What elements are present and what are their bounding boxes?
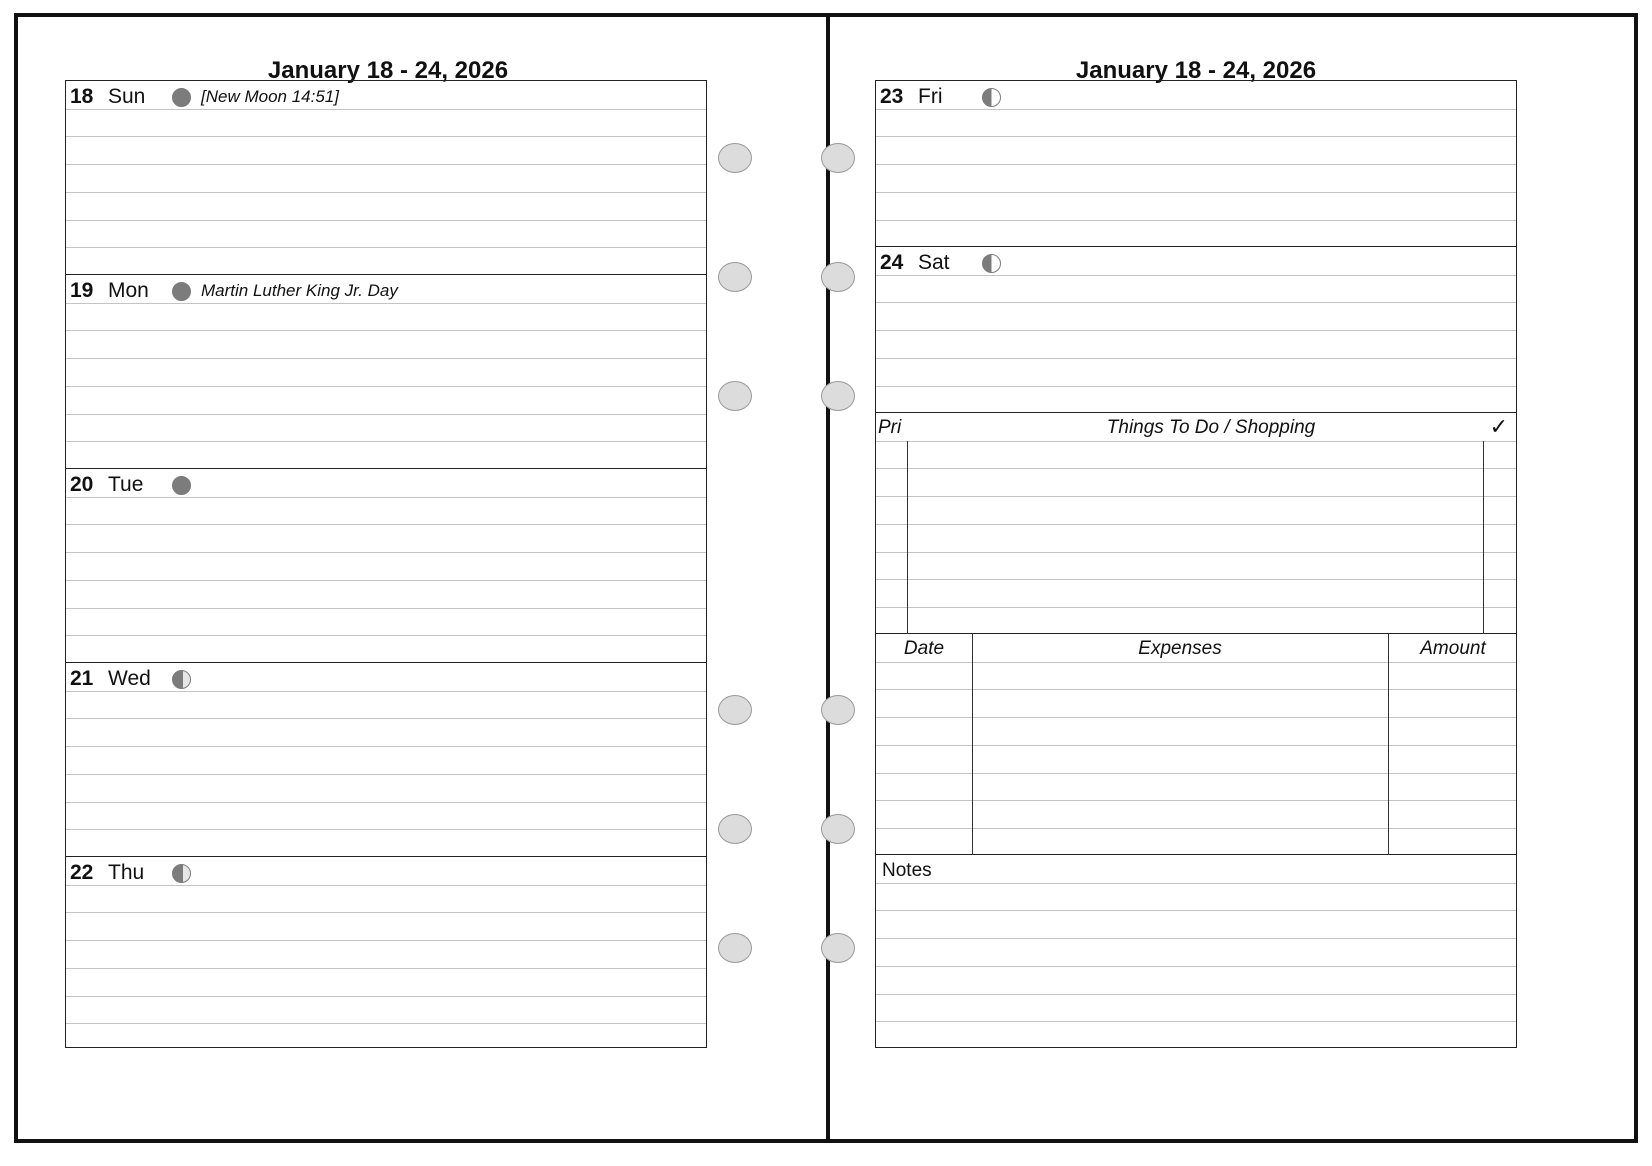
todo-title: Things To Do / Shopping xyxy=(1106,417,1316,438)
day-header xyxy=(880,250,1001,276)
day-name: Tue xyxy=(108,473,144,496)
expense-amount-label: Amount xyxy=(1420,638,1486,659)
expense-amount-divider xyxy=(1388,634,1389,855)
day-number: 18 xyxy=(70,85,94,108)
writing-line xyxy=(66,746,706,747)
expense-description-label: Expenses xyxy=(1138,638,1222,659)
day-name: Fri xyxy=(918,85,943,108)
writing-line xyxy=(66,635,706,636)
right-frame xyxy=(875,80,1517,1048)
writing-line xyxy=(876,164,1516,165)
writing-line xyxy=(66,968,706,969)
day-section-19 xyxy=(66,275,706,469)
binder-hole xyxy=(718,143,752,173)
checkmark-icon: ✓ xyxy=(1489,414,1508,439)
binder-hole xyxy=(718,933,752,963)
writing-line xyxy=(876,938,1516,939)
day-section-20 xyxy=(66,469,706,663)
binder-hole xyxy=(718,381,752,411)
new-moon-icon xyxy=(172,476,191,495)
expense-date-divider xyxy=(972,634,973,855)
binder-hole xyxy=(718,814,752,844)
writing-line xyxy=(66,608,706,609)
left-days-frame xyxy=(65,80,707,1048)
binder-hole xyxy=(718,695,752,725)
week-title: January 18 - 24, 2026 xyxy=(267,57,509,84)
day-header xyxy=(70,666,191,692)
writing-line xyxy=(66,996,706,997)
writing-line xyxy=(66,524,706,525)
priority-label: Pri xyxy=(878,417,902,438)
waxing-crescent-moon-icon xyxy=(172,670,191,689)
week-title: January 18 - 24, 2026 xyxy=(1075,57,1317,84)
writing-line xyxy=(876,136,1516,137)
writing-line xyxy=(876,966,1516,967)
writing-line xyxy=(66,414,706,415)
day-number: 19 xyxy=(70,279,94,302)
day-name: Sat xyxy=(918,251,950,274)
writing-line xyxy=(876,330,1516,331)
writing-line xyxy=(66,358,706,359)
writing-line xyxy=(876,1021,1516,1022)
day-note: Martin Luther King Jr. Day xyxy=(201,281,398,300)
binder-hole xyxy=(821,933,855,963)
writing-line xyxy=(66,912,706,913)
writing-line xyxy=(66,718,706,719)
writing-line xyxy=(876,358,1516,359)
writing-line xyxy=(876,441,1516,442)
writing-line xyxy=(66,330,706,331)
writing-line xyxy=(876,192,1516,193)
day-section-22 xyxy=(66,857,706,1047)
left-page xyxy=(14,13,830,1143)
writing-line xyxy=(66,829,706,830)
writing-line xyxy=(876,910,1516,911)
writing-line xyxy=(876,496,1516,497)
first-quarter-moon-icon xyxy=(982,88,1001,107)
writing-line xyxy=(66,386,706,387)
expense-date-label: Date xyxy=(903,638,945,659)
new-moon-icon xyxy=(172,282,191,301)
day-name: Mon xyxy=(108,279,149,302)
writing-line xyxy=(876,552,1516,553)
writing-line xyxy=(66,441,706,442)
day-section-21 xyxy=(66,663,706,857)
binder-hole xyxy=(821,381,855,411)
day-number: 22 xyxy=(70,861,94,884)
writing-line xyxy=(876,883,1516,884)
writing-line xyxy=(876,994,1516,995)
day-section-23 xyxy=(876,81,1516,247)
binder-hole xyxy=(821,814,855,844)
writing-line xyxy=(876,302,1516,303)
writing-line xyxy=(66,136,706,137)
day-number: 21 xyxy=(70,667,94,690)
writing-line xyxy=(66,220,706,221)
writing-line xyxy=(876,579,1516,580)
writing-line xyxy=(66,774,706,775)
check-divider xyxy=(1483,441,1484,634)
todo-section xyxy=(876,413,1516,634)
binder-hole xyxy=(821,143,855,173)
writing-line xyxy=(66,192,706,193)
notes-label: Notes xyxy=(882,860,932,881)
writing-line xyxy=(876,386,1516,387)
notes-section xyxy=(876,855,1516,1047)
day-section-18 xyxy=(66,81,706,275)
writing-line xyxy=(66,1023,706,1024)
day-name: Thu xyxy=(108,861,145,884)
binder-hole xyxy=(821,695,855,725)
writing-line xyxy=(66,552,706,553)
right-page xyxy=(826,13,1638,1143)
day-header xyxy=(70,278,398,304)
day-note: [New Moon 14:51] xyxy=(201,87,339,106)
binder-hole xyxy=(718,262,752,292)
day-header xyxy=(70,472,191,498)
first-quarter-moon-icon xyxy=(982,254,1001,273)
day-name: Wed xyxy=(108,667,151,690)
day-header xyxy=(70,84,339,110)
writing-line xyxy=(66,247,706,248)
day-number: 23 xyxy=(880,85,904,108)
priority-divider xyxy=(907,441,908,634)
day-number: 20 xyxy=(70,473,94,496)
writing-line xyxy=(66,580,706,581)
writing-line xyxy=(876,607,1516,608)
day-header xyxy=(70,860,191,886)
day-number: 24 xyxy=(880,251,904,274)
writing-line xyxy=(876,524,1516,525)
day-header xyxy=(880,84,1001,110)
writing-line xyxy=(876,468,1516,469)
expenses-section xyxy=(876,634,1516,855)
waxing-crescent-moon-icon xyxy=(172,864,191,883)
day-name: Sun xyxy=(108,85,146,108)
writing-line xyxy=(66,802,706,803)
writing-line xyxy=(876,220,1516,221)
writing-line xyxy=(66,164,706,165)
writing-line xyxy=(66,940,706,941)
new-moon-icon xyxy=(172,88,191,107)
day-section-24 xyxy=(876,247,1516,413)
binder-hole xyxy=(821,262,855,292)
